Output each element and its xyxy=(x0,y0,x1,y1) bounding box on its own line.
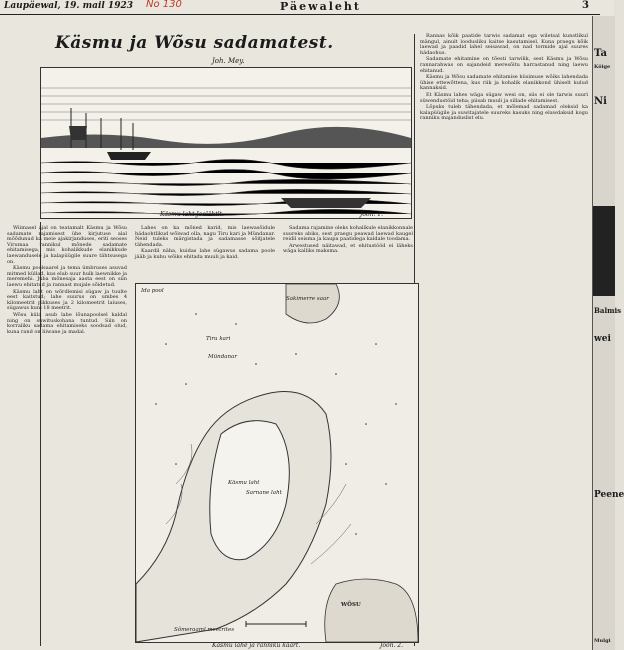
map-label: Sakimerre saar xyxy=(286,296,329,302)
paragraph: Lahes on ka mõned karid, mis laewasõidule hädaohtlikud wõiwad olla, nagu Tiru kari ja Mündanar. Neid tuleks märgistada ja sadamasse sõitjatele tähendada. xyxy=(135,225,275,248)
paragraph: Lõpuks tuleb tähendada, et mõlemad sadamad oleksid ka kalapüügile ja suwitajatele suureks kasuks ning elawdaksid kogu ranniku majanduslist elu. xyxy=(420,104,588,122)
article-column-2 xyxy=(135,226,275,280)
paragraph: Käsmu ja Wõsu sadamate ehitamise küsimuse wõiks lahendada ühise ettewõttena, kus riik ja kohalik elanikkond ühiselt kulud kannaksid. xyxy=(420,74,588,92)
paragraph: Sadamate ehitamine on tõesti tarwilik, sest Käsmu ja Wõsu rannarahwas on sajandeid meresõitu harrastanud ning laewu ehitanud. xyxy=(420,56,588,74)
map-scale-label: Sõmeraaml meetrites xyxy=(174,627,235,633)
map-credit: Joon. 2. xyxy=(380,642,404,649)
bay-map xyxy=(135,283,419,643)
paragraph: Wiimasel ajal on teatamalt Käsmu ja Wõsu sadamate rajamisest ühe kirjutuse alal mõõdunud ka meie ajakirjanduses, eriti seoses Virumaa rannikul mõnede sadamate ehitamisega, mis kohalikkude elanikkude laewandusele ja kalapüügile suure tähtsusega on. xyxy=(7,225,127,265)
paragraph: Kaardil näha, kuidas lahe sügawus sadama poole jääb ja kuhu wõiks ehitada muuli ja kaid. xyxy=(135,248,275,260)
map-label: Ida pool xyxy=(141,288,164,294)
map-label: Tiru kari xyxy=(206,336,231,342)
map-drawing xyxy=(136,284,418,642)
ad-fragment: wei xyxy=(594,334,611,344)
article-column-4 xyxy=(420,34,588,646)
ad-dark-block xyxy=(593,206,615,296)
ad-fragment: Peene xyxy=(594,490,624,500)
bay-drawing xyxy=(41,68,411,218)
photo-caption: Käsmu laht Joelähtlt. xyxy=(160,211,224,218)
map-caption: Käsmu lahe ja ranniku kaart. xyxy=(212,642,301,649)
photo-credit: Joon. 1. xyxy=(360,211,384,218)
masthead: Päewaleht xyxy=(280,0,361,13)
map-label: Mündanar xyxy=(208,354,237,360)
paragraph: Arwestused näitawad, et ehitustööd ei läheks wäga kalliks maksma. xyxy=(283,242,413,255)
paragraph: Et Käsmu lahes wäga sügaw wesi on, siis ei ole tarwis suuri süwendustöid teha; piisab muuli ja sillade ehitamisest. xyxy=(420,91,588,104)
ad-fragment: Köige xyxy=(594,64,611,70)
paragraph: Rannas kõik paatide tarwis sadamat ega wiletsal kunstlikul mängul, ainult loodusliku kaitse kasutamisel. Kuna praegu kõik laewad ja paadid lahel seisawad, on nad tormide ajal suures hädaohus. xyxy=(420,33,588,56)
article-title: Käsmu ja Wõsu sadamatest. xyxy=(55,33,334,53)
ad-fragment: Ni xyxy=(594,96,607,107)
paragraph: Sadama rajamine oleks kohalikule elanikkonnale suureks abiks, sest praegu peawad laewad kaugel reidil seisma ja kaupa paatidega kaldale toodama. xyxy=(283,225,413,243)
page-header xyxy=(0,0,600,15)
ad-fragment: Balmis xyxy=(594,306,622,315)
page-number: 3 xyxy=(582,0,589,11)
article-column-3 xyxy=(283,226,413,280)
map-label: Sarnane laht xyxy=(246,490,282,496)
archive-stamp: No 130 xyxy=(146,0,182,10)
article-author: Joh. Mey. xyxy=(212,57,245,65)
ad-fragment: Mulgi xyxy=(594,638,611,644)
map-label: WÕSU xyxy=(341,602,361,608)
paragraph: Käsmu poolsaarel ja tema ümbruses asuvad mitmed küllad, kus elab suur hulk laewnikke ja meremehi. Juba mõnesaja aasta eest on siin laewu ehitatud ja rannast mujale sõidetud. xyxy=(7,265,127,288)
paragraph: Käsmu laht on wõrdlemisi sügaw ja tuulte eest kaitstud; lahe suurus on umbes 4 kilomeetrit pikkuses ja 2 kilomeetrit laiuses, sügawus kuni 18 meetrit. xyxy=(7,288,127,312)
bay-illustration xyxy=(40,67,412,219)
issue-date: Laupäewal, 19. mail 1923 xyxy=(4,1,133,11)
ad-fragment: Ta xyxy=(594,48,607,59)
paragraph: Wõsu küla asub lahe lõunapoolsel kaldal ning on suwituskohana tuntud. Siin on korraliku sadama ehitamiseks soodsad olud, kuna rand on liiwane ja madal. xyxy=(7,311,127,335)
article-column-1 xyxy=(7,226,127,646)
map-label: Käsmu laht xyxy=(228,480,260,486)
adjacent-ads-strip xyxy=(592,16,624,650)
